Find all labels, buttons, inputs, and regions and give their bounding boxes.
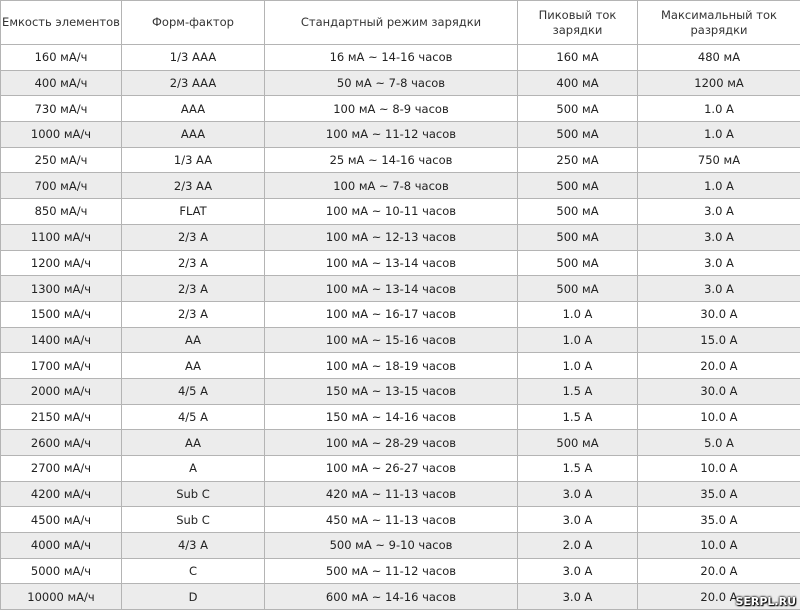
cell-peak-charge-current: 1.0 А — [518, 327, 638, 353]
cell-standard-charge: 150 мА ~ 13-15 часов — [265, 378, 518, 404]
cell-peak-charge-current: 500 мА — [518, 430, 638, 456]
cell-standard-charge: 25 мА ~ 14-16 часов — [265, 147, 518, 173]
cell-max-discharge-current: 10.0 А — [638, 456, 800, 482]
cell-max-discharge-current: 480 мА — [638, 45, 800, 71]
cell-max-discharge-current: 20.0 А — [638, 353, 800, 379]
cell-capacity: 250 мА/ч — [1, 147, 122, 173]
cell-form-factor: 2/3 A — [122, 301, 265, 327]
cell-standard-charge: 100 мА ~ 7-8 часов — [265, 173, 518, 199]
cell-capacity: 1000 мА/ч — [1, 122, 122, 148]
cell-standard-charge: 100 мА ~ 18-19 часов — [265, 353, 518, 379]
cell-standard-charge: 420 мА ~ 11-13 часов — [265, 481, 518, 507]
cell-capacity: 2700 мА/ч — [1, 456, 122, 482]
cell-capacity: 1100 мА/ч — [1, 224, 122, 250]
cell-capacity: 400 мА/ч — [1, 70, 122, 96]
cell-standard-charge: 500 мА ~ 9-10 часов — [265, 533, 518, 559]
cell-form-factor: A — [122, 456, 265, 482]
cell-form-factor: Sub C — [122, 481, 265, 507]
cell-standard-charge: 100 мА ~ 13-14 часов — [265, 276, 518, 302]
cell-max-discharge-current: 750 мА — [638, 147, 800, 173]
header-capacity: Емкость элементов — [1, 1, 122, 45]
cell-max-discharge-current: 3.0 А — [638, 199, 800, 225]
cell-form-factor: 1/3 AA — [122, 147, 265, 173]
cell-standard-charge: 100 мА ~ 26-27 часов — [265, 456, 518, 482]
cell-standard-charge: 450 мА ~ 11-13 часов — [265, 507, 518, 533]
cell-standard-charge: 100 мА ~ 13-14 часов — [265, 250, 518, 276]
cell-peak-charge-current: 500 мА — [518, 173, 638, 199]
cell-capacity: 700 мА/ч — [1, 173, 122, 199]
cell-form-factor: FLAT — [122, 199, 265, 225]
cell-capacity: 730 мА/ч — [1, 96, 122, 122]
table-row — [1, 456, 800, 482]
cell-form-factor: C — [122, 558, 265, 584]
cell-capacity: 2000 мА/ч — [1, 378, 122, 404]
table-row — [1, 378, 800, 404]
cell-standard-charge: 100 мА ~ 8-9 часов — [265, 96, 518, 122]
cell-max-discharge-current: 1.0 А — [638, 173, 800, 199]
table-row — [1, 430, 800, 456]
cell-peak-charge-current: 3.0 А — [518, 507, 638, 533]
cell-standard-charge: 100 мА ~ 16-17 часов — [265, 301, 518, 327]
cell-form-factor: 1/3 AAA — [122, 45, 265, 71]
cell-peak-charge-current: 3.0 А — [518, 558, 638, 584]
table-row — [1, 147, 800, 173]
cell-form-factor: AA — [122, 430, 265, 456]
cell-form-factor: AAA — [122, 122, 265, 148]
cell-max-discharge-current: 3.0 А — [638, 250, 800, 276]
cell-standard-charge: 100 мА ~ 12-13 часов — [265, 224, 518, 250]
cell-peak-charge-current: 3.0 А — [518, 481, 638, 507]
cell-capacity: 1200 мА/ч — [1, 250, 122, 276]
cell-max-discharge-current: 10.0 А — [638, 404, 800, 430]
header-peak-charge-current: Пиковый ток зарядки — [518, 1, 638, 45]
cell-max-discharge-current: 15.0 А — [638, 327, 800, 353]
cell-standard-charge: 600 мА ~ 14-16 часов — [265, 584, 518, 610]
cell-capacity: 4200 мА/ч — [1, 481, 122, 507]
cell-peak-charge-current: 3.0 А — [518, 584, 638, 610]
table-row — [1, 173, 800, 199]
cell-standard-charge: 100 мА ~ 15-16 часов — [265, 327, 518, 353]
table-row — [1, 481, 800, 507]
cell-peak-charge-current: 1.0 А — [518, 301, 638, 327]
cell-capacity: 1400 мА/ч — [1, 327, 122, 353]
cell-peak-charge-current: 250 мА — [518, 147, 638, 173]
cell-capacity: 1500 мА/ч — [1, 301, 122, 327]
cell-max-discharge-current: 1.0 А — [638, 96, 800, 122]
cell-standard-charge: 150 мА ~ 14-16 часов — [265, 404, 518, 430]
header-row — [1, 1, 800, 45]
cell-peak-charge-current: 500 мА — [518, 276, 638, 302]
cell-standard-charge: 50 мА ~ 7-8 часов — [265, 70, 518, 96]
cell-max-discharge-current: 35.0 А — [638, 507, 800, 533]
table-row — [1, 507, 800, 533]
cell-max-discharge-current: 1.0 А — [638, 122, 800, 148]
cell-capacity: 10000 мА/ч — [1, 584, 122, 610]
cell-capacity: 4000 мА/ч — [1, 533, 122, 559]
cell-peak-charge-current: 500 мА — [518, 250, 638, 276]
cell-peak-charge-current: 500 мА — [518, 199, 638, 225]
header-form-factor: Форм-фактор — [122, 1, 265, 45]
cell-capacity: 1300 мА/ч — [1, 276, 122, 302]
table-row — [1, 327, 800, 353]
cell-form-factor: D — [122, 584, 265, 610]
header-max-discharge-current: Максимальный ток разрядки — [638, 1, 800, 45]
cell-peak-charge-current: 1.5 А — [518, 456, 638, 482]
header-standard-charge: Стандартный режим зарядки — [265, 1, 518, 45]
cell-form-factor: AA — [122, 353, 265, 379]
cell-form-factor: 2/3 A — [122, 224, 265, 250]
cell-form-factor: 4/3 A — [122, 533, 265, 559]
cell-peak-charge-current: 2.0 А — [518, 533, 638, 559]
cell-peak-charge-current: 500 мА — [518, 122, 638, 148]
cell-form-factor: Sub C — [122, 507, 265, 533]
table-row — [1, 224, 800, 250]
cell-max-discharge-current: 1200 мА — [638, 70, 800, 96]
cell-form-factor: 4/5 A — [122, 404, 265, 430]
cell-max-discharge-current: 20.0 А — [638, 558, 800, 584]
table-row — [1, 584, 800, 610]
cell-peak-charge-current: 500 мА — [518, 96, 638, 122]
table-row — [1, 122, 800, 148]
table-row — [1, 45, 800, 71]
table-row — [1, 558, 800, 584]
cell-form-factor: 2/3 AA — [122, 173, 265, 199]
cell-standard-charge: 100 мА ~ 10-11 часов — [265, 199, 518, 225]
cell-max-discharge-current: 35.0 А — [638, 481, 800, 507]
table-body — [1, 45, 800, 610]
watermark: SERPL.RU — [735, 595, 796, 608]
cell-peak-charge-current: 160 мА — [518, 45, 638, 71]
cell-max-discharge-current: 30.0 А — [638, 378, 800, 404]
table-row — [1, 250, 800, 276]
cell-standard-charge: 16 мА ~ 14-16 часов — [265, 45, 518, 71]
cell-form-factor: 2/3 A — [122, 276, 265, 302]
table-row — [1, 276, 800, 302]
cell-standard-charge: 100 мА ~ 11-12 часов — [265, 122, 518, 148]
cell-standard-charge: 100 мА ~ 28-29 часов — [265, 430, 518, 456]
table-row — [1, 404, 800, 430]
table-row — [1, 96, 800, 122]
cell-form-factor: 4/5 A — [122, 378, 265, 404]
cell-capacity: 4500 мА/ч — [1, 507, 122, 533]
cell-form-factor: AA — [122, 327, 265, 353]
cell-standard-charge: 500 мА ~ 11-12 часов — [265, 558, 518, 584]
cell-peak-charge-current: 1.5 А — [518, 404, 638, 430]
cell-capacity: 2150 мА/ч — [1, 404, 122, 430]
table-row — [1, 353, 800, 379]
cell-peak-charge-current: 1.0 А — [518, 353, 638, 379]
cell-max-discharge-current: 10.0 А — [638, 533, 800, 559]
cell-max-discharge-current: 3.0 А — [638, 224, 800, 250]
table-row — [1, 301, 800, 327]
cell-max-discharge-current: 20.0 А — [638, 584, 800, 610]
cell-form-factor: 2/3 AAA — [122, 70, 265, 96]
cell-capacity: 850 мА/ч — [1, 199, 122, 225]
cell-max-discharge-current: 30.0 А — [638, 301, 800, 327]
cell-capacity: 160 мА/ч — [1, 45, 122, 71]
cell-capacity: 5000 мА/ч — [1, 558, 122, 584]
cell-form-factor: AAA — [122, 96, 265, 122]
cell-peak-charge-current: 1.5 А — [518, 378, 638, 404]
table-row — [1, 533, 800, 559]
table-row — [1, 199, 800, 225]
cell-capacity: 2600 мА/ч — [1, 430, 122, 456]
cell-capacity: 1700 мА/ч — [1, 353, 122, 379]
cell-max-discharge-current: 5.0 А — [638, 430, 800, 456]
table-row — [1, 70, 800, 96]
cell-peak-charge-current: 500 мА — [518, 224, 638, 250]
cell-form-factor: 2/3 A — [122, 250, 265, 276]
cell-max-discharge-current: 3.0 А — [638, 276, 800, 302]
cell-peak-charge-current: 400 мА — [518, 70, 638, 96]
